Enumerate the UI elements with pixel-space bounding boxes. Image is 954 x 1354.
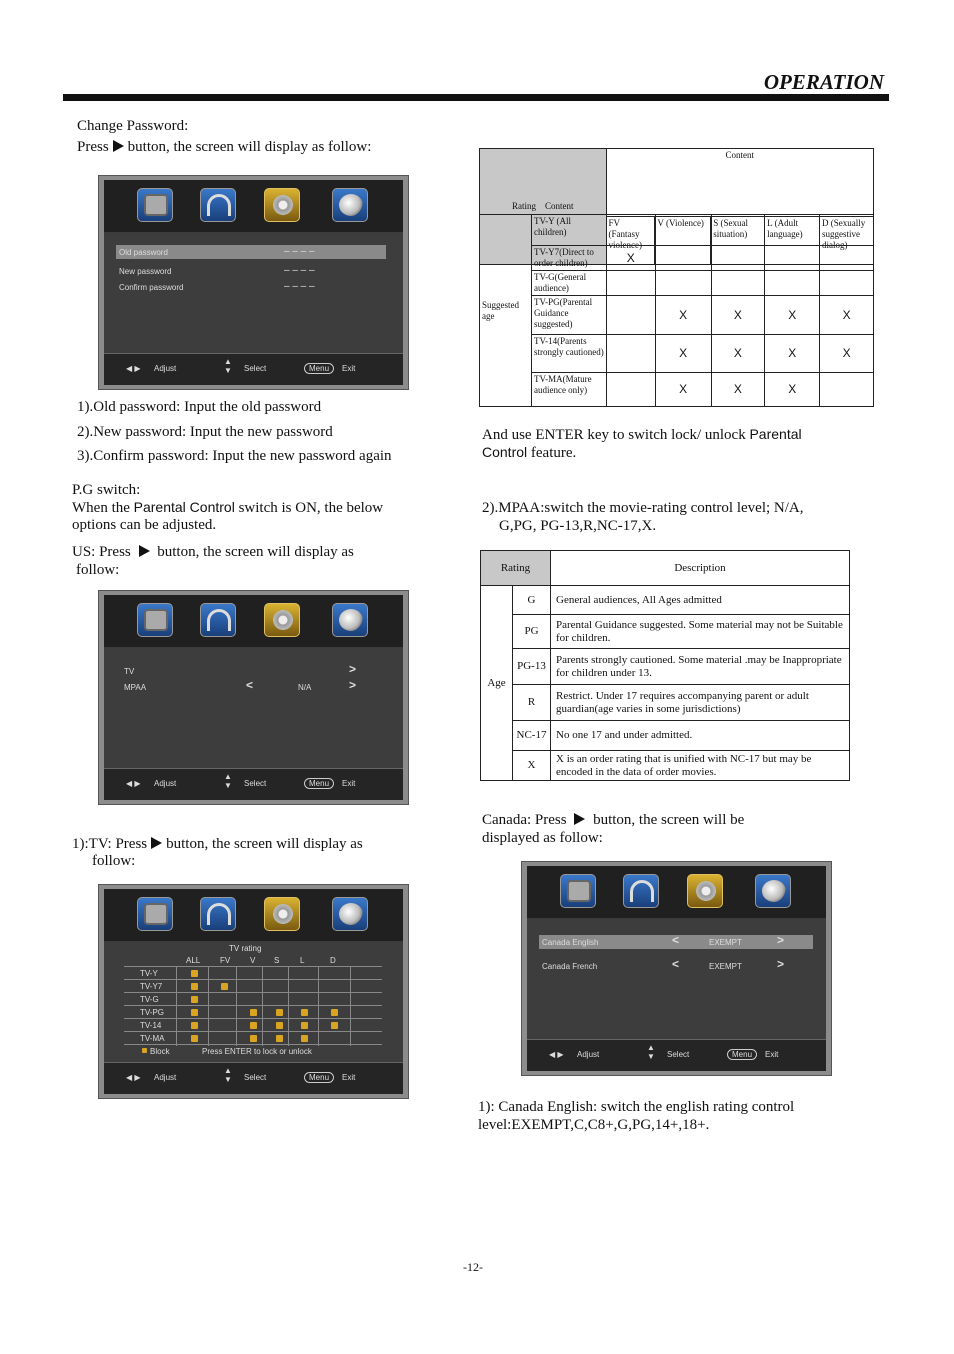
lock-icon[interactable] (276, 1022, 283, 1029)
col-d-header: D (Sexually suggestive dialog) (820, 217, 874, 265)
mark-cell: X (820, 335, 874, 373)
chevron-left-icon[interactable]: < (246, 678, 254, 692)
tv-rating-row: TV-Y7(Direct to order children) (531, 246, 606, 271)
left-right-arrows-icon: ◀ ▶ (126, 364, 141, 373)
globe-icon (332, 603, 368, 637)
canada-english-item[interactable]: Canada English (542, 938, 599, 947)
mark-cell: X (820, 296, 874, 335)
enter-hint: Press ENTER to lock or unlock (202, 1047, 312, 1056)
tv-rating-row: TV-14(Parents strongly cautioned) (531, 335, 606, 373)
headphones-icon (623, 874, 659, 908)
mpaa-desc: X is an order rating that is unified with NC-17 but may be encoded in the data of order movies. (551, 751, 850, 781)
col-d: D (330, 956, 336, 965)
exit-hint: Exit (342, 1073, 356, 1082)
mark-cell (711, 271, 765, 296)
camera-icon (137, 897, 173, 931)
chevron-right-icon[interactable]: > (349, 662, 357, 676)
up-down-arrows-icon: ▲ ▼ (224, 772, 232, 790)
menu-key-icon: Menu (727, 1049, 757, 1060)
tv-press-follow: follow: (92, 853, 136, 869)
tv-menu-item[interactable]: TV (124, 667, 135, 676)
col-s: S (274, 956, 280, 965)
adjust-hint: Adjust (154, 364, 177, 373)
headphones-icon (200, 603, 236, 637)
mark-cell (606, 296, 655, 335)
tv-rating-row: TV-Y (All children) (531, 215, 606, 246)
canada-french-item[interactable]: Canada French (542, 962, 598, 971)
left-right-arrows-icon: ◀ ▶ (126, 1073, 141, 1082)
lock-icon[interactable] (276, 1035, 283, 1042)
right-arrow-icon (139, 545, 150, 557)
menu-key-icon: Menu (304, 363, 334, 374)
lock-icon[interactable] (191, 1022, 198, 1029)
confirm-password-input[interactable]: – – – – (284, 281, 315, 292)
canada-press-line: Canada: Press button, the screen will be (482, 812, 745, 828)
right-arrow-icon (113, 140, 124, 152)
mpaa-menu-item[interactable]: MPAA (124, 683, 147, 692)
change-password-heading: Change Password: (77, 118, 189, 134)
mark-cell (655, 271, 711, 296)
mark-cell (820, 215, 874, 246)
osd-canada-screen (521, 861, 832, 1076)
menu-key-icon: Menu (304, 778, 334, 789)
mark-cell: X (711, 335, 765, 373)
tv-press-line: 1):TV: Press button, the screen will display as (72, 836, 363, 852)
col-v: V (250, 956, 256, 965)
col-l: L (300, 956, 305, 965)
us-press-follow: follow: (76, 562, 120, 578)
step-old-password: 1).Old password: Input the old password (77, 399, 322, 415)
col-s-header: S (Sexual situation) (711, 217, 765, 265)
age-label: Age (481, 586, 513, 781)
lock-icon[interactable] (301, 1035, 308, 1042)
mark-cell: X (655, 296, 711, 335)
block-legend: Block (150, 1047, 170, 1056)
press-intro: Press button, the screen will display as follow: (77, 139, 372, 155)
mark-cell (606, 215, 655, 246)
confirm-password-label: Confirm password (119, 283, 184, 292)
step-confirm-password: 3).Confirm password: Input the new password again (77, 448, 392, 464)
pg-switch-line1: When the Parental Control switch is ON, the below (72, 499, 384, 516)
mpaa-rating: G (513, 586, 551, 615)
old-password-input[interactable]: – – – – (284, 246, 315, 257)
chevron-right-icon[interactable]: > (349, 678, 357, 692)
tv-rating-title: TV rating (229, 944, 262, 953)
left-right-arrows-icon: ◀ ▶ (549, 1050, 564, 1059)
lock-icon[interactable] (221, 983, 228, 990)
new-password-input[interactable]: – – – – (284, 265, 315, 276)
mpaa-rating: X (513, 751, 551, 781)
chevron-left-icon[interactable]: < (672, 957, 680, 971)
mpaa-value: N/A (298, 683, 312, 692)
enter-key-line2: Control feature. (482, 444, 577, 461)
us-press-line: US: Press button, the screen will display as (72, 544, 354, 560)
header-title: OPERATION (763, 70, 884, 94)
lock-icon[interactable] (250, 1022, 257, 1029)
camera-icon (137, 603, 173, 637)
tv-row-label[interactable]: TV-MA (140, 1034, 165, 1043)
up-down-arrows-icon: ▲ ▼ (224, 1066, 232, 1084)
new-password-label: New password (119, 267, 172, 276)
mark-cell (606, 373, 655, 407)
canada-french-value: EXEMPT (709, 962, 742, 971)
camera-icon (560, 874, 596, 908)
right-arrow-icon (151, 837, 162, 849)
mpaa-rating: NC-17 (513, 721, 551, 751)
select-hint: Select (244, 1073, 267, 1082)
mark-cell (711, 215, 765, 246)
lock-icon[interactable] (331, 1009, 338, 1016)
tv-rating-row: TV-G(General audience) (531, 271, 606, 296)
mpaa-desc: Parental Guidance suggested. Some material may not be Suitable for children. (551, 615, 850, 649)
osd-us-screen (98, 590, 409, 805)
lock-icon (142, 1048, 147, 1053)
adjust-hint: Adjust (154, 779, 177, 788)
chevron-left-icon[interactable]: < (672, 933, 680, 947)
exit-hint: Exit (765, 1050, 779, 1059)
mpaa-rating: R (513, 685, 551, 721)
mark-cell: X (655, 373, 711, 407)
gear-icon (264, 603, 300, 637)
canada-english-line2: level:EXEMPT,C,C8+,G,PG,14+,18+. (478, 1117, 710, 1133)
mpaa-desc: No one 17 and under admitted. (551, 721, 850, 751)
mpaa-desc: Restrict. Under 17 requires accompanying parent or adult guardian(age varies in some jurisdictions) (551, 685, 850, 721)
col-l-header: L (Adult language) (765, 217, 820, 265)
adjust-hint: Adjust (154, 1073, 177, 1082)
mpaa-description-header: Description (551, 551, 850, 586)
tv-rating-row: TV-MA(Mature audience only) (531, 373, 606, 407)
rating-content-header: Rating Content (480, 149, 607, 265)
canada-english-line1: 1): Canada English: switch the english rating control (478, 1099, 795, 1115)
lock-icon[interactable] (191, 983, 198, 990)
mark-cell (606, 271, 655, 296)
globe-icon (332, 188, 368, 222)
tv-rating-table-body (479, 214, 874, 407)
suggested-age-label: Suggested age (480, 215, 532, 407)
tv-rating-row: TV-PG(Parental Guidance suggested) (531, 296, 606, 335)
pg-switch-line2: options can be adjusted. (72, 517, 217, 533)
mark-cell: X (606, 246, 655, 271)
lock-icon[interactable] (191, 996, 198, 1003)
headphones-icon (200, 897, 236, 931)
lock-icon[interactable] (250, 1009, 257, 1016)
lock-icon[interactable] (276, 1009, 283, 1016)
col-all: ALL (186, 956, 201, 965)
up-down-arrows-icon: ▲ ▼ (224, 357, 232, 375)
exit-hint: Exit (342, 364, 356, 373)
lock-icon[interactable] (191, 1009, 198, 1016)
chevron-right-icon[interactable]: > (777, 933, 785, 947)
adjust-hint: Adjust (577, 1050, 600, 1059)
gear-icon (264, 188, 300, 222)
mpaa-rating-header: Rating (481, 551, 551, 586)
page-number: -12- (463, 1260, 483, 1274)
mark-cell (820, 373, 874, 407)
lock-icon[interactable] (191, 970, 198, 977)
gear-icon (264, 897, 300, 931)
mark-cell (655, 215, 711, 246)
mpaa-line2: G,PG, PG-13,R,NC-17,X. (499, 518, 657, 534)
mark-cell (765, 246, 820, 271)
headphones-icon (200, 188, 236, 222)
mpaa-desc: Parents strongly cautioned. Some material .may be Inappropriate for children under 13. (551, 649, 850, 685)
tv-row-label[interactable]: TV-Y (140, 969, 158, 978)
osd-tv-rating-screen (98, 884, 409, 1099)
mpaa-table (480, 550, 850, 781)
lock-icon[interactable] (301, 1022, 308, 1029)
tv-row-label[interactable]: TV-Y7 (140, 982, 163, 991)
mark-cell (711, 246, 765, 271)
tv-row-label[interactable]: TV-14 (140, 1021, 162, 1030)
col-fv-header: FV (Fantasy violence) (606, 217, 655, 265)
mark-cell: X (765, 373, 820, 407)
chevron-right-icon[interactable]: > (777, 957, 785, 971)
mark-cell: X (765, 335, 820, 373)
tv-row-label[interactable]: TV-G (140, 995, 159, 1004)
mpaa-rating: PG-13 (513, 649, 551, 685)
camera-icon (137, 188, 173, 222)
mark-cell: X (655, 335, 711, 373)
exit-hint: Exit (342, 779, 356, 788)
gear-icon (687, 874, 723, 908)
select-hint: Select (244, 779, 267, 788)
mpaa-line1: 2).MPAA:switch the movie-rating control level; N/A, (482, 500, 804, 516)
mpaa-rating: PG (513, 615, 551, 649)
right-arrow-icon (574, 813, 585, 825)
up-down-arrows-icon: ▲ ▼ (647, 1043, 655, 1061)
mark-cell: X (711, 373, 765, 407)
enter-key-line: And use ENTER key to switch lock/ unlock Parental (482, 426, 802, 443)
canada-press-line2: displayed as follow: (482, 830, 603, 846)
lock-icon[interactable] (331, 1022, 338, 1029)
osd-password-screen (98, 175, 409, 390)
left-right-arrows-icon: ◀ ▶ (126, 779, 141, 788)
mark-cell: X (765, 296, 820, 335)
globe-icon (755, 874, 791, 908)
pg-switch-heading: P.G switch: (72, 482, 141, 498)
select-hint: Select (667, 1050, 690, 1059)
lock-icon[interactable] (301, 1009, 308, 1016)
mark-cell (820, 271, 874, 296)
canada-english-value: EXEMPT (709, 938, 742, 947)
menu-key-icon: Menu (304, 1072, 334, 1083)
content-header: Content (606, 149, 874, 217)
mark-cell (655, 246, 711, 271)
header-rule (63, 94, 889, 101)
mark-cell: X (711, 296, 765, 335)
old-password-label: Old password (119, 248, 168, 257)
mpaa-desc: General audiences, All Ages admitted (551, 586, 850, 615)
globe-icon (332, 897, 368, 931)
mark-cell (765, 215, 820, 246)
step-new-password: 2).New password: Input the new password (77, 424, 333, 440)
lock-icon[interactable] (191, 1035, 198, 1042)
col-fv: FV (220, 956, 231, 965)
tv-row-label[interactable]: TV-PG (140, 1008, 165, 1017)
mark-cell (765, 271, 820, 296)
col-v-header: V (Violence) (655, 217, 711, 265)
mark-cell (606, 335, 655, 373)
select-hint: Select (244, 364, 267, 373)
mark-cell (820, 246, 874, 271)
lock-icon[interactable] (250, 1035, 257, 1042)
